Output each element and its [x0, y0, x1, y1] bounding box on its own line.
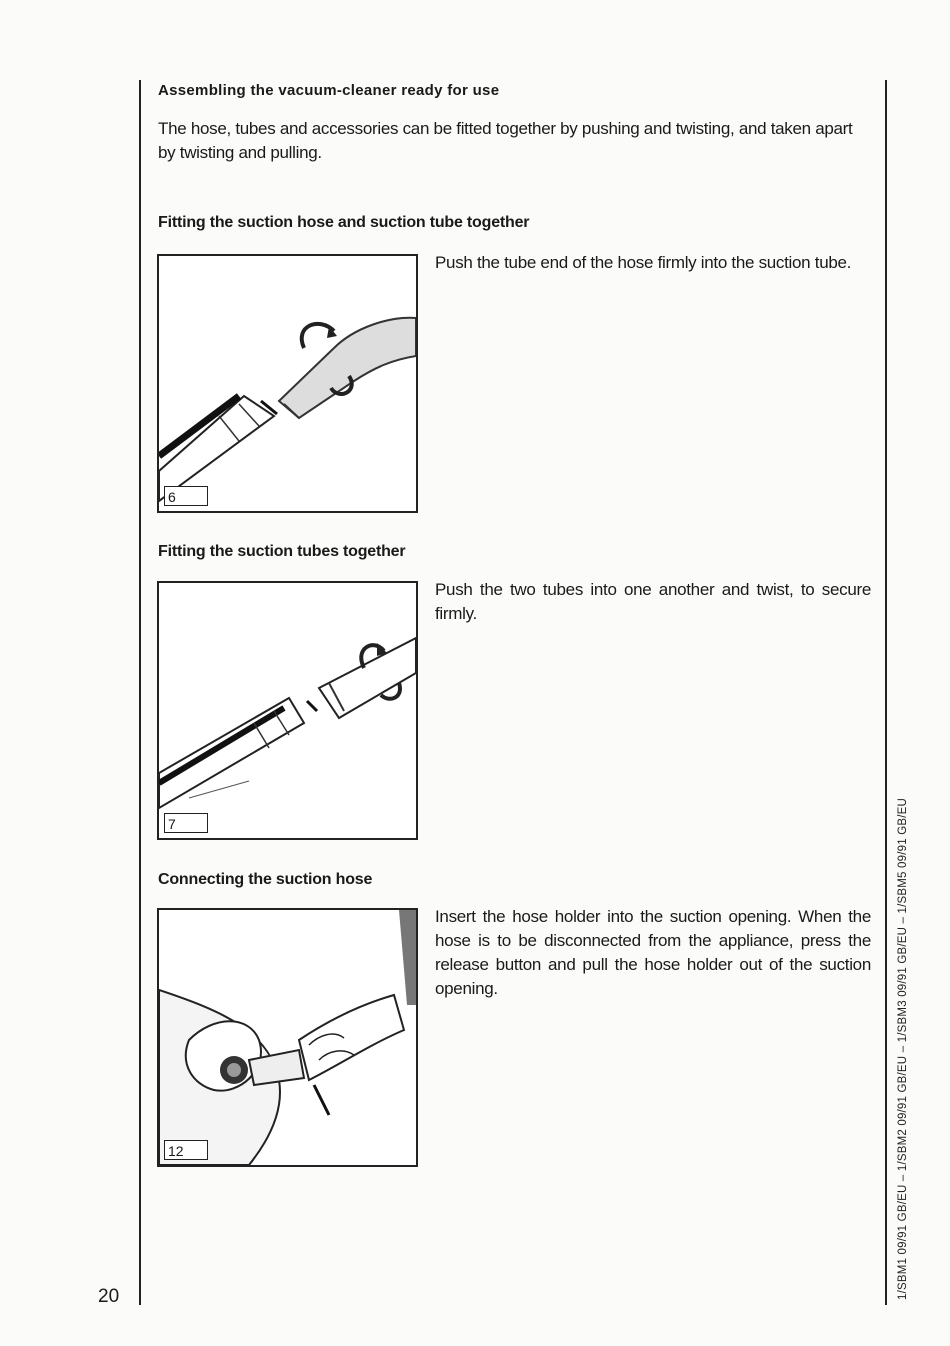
section-text-connecting-hose: Insert the hose holder into the suction opening. When the hose is to be disconnected from the appliance, press the release button and pull the hose holder out of the suction opening. [435, 907, 871, 998]
intro-paragraph: The hose, tubes and accessories can be fitted together by pushing and twisting, and taken apart by twisting and pulling. [158, 119, 853, 162]
section-title-connecting-hose: Connecting the suction hose [158, 871, 373, 888]
right-margin-rule [885, 80, 887, 1305]
figure-6-illustration [157, 254, 418, 513]
document-code: 1/SBM1 09/91 GB/EU – 1/SBM2 09/91 GB/EU – 1/SBM3 09/91 GB/EU – 1/SBM5 09/91 GB/EU [897, 797, 909, 1300]
section-title-hose-and-tube: Fitting the suction hose and suction tube together [158, 214, 530, 231]
figure-7-illustration [157, 581, 418, 840]
figure-number-6: 6 [164, 486, 208, 506]
figure-12-illustration [157, 908, 418, 1167]
tubes-drawing [159, 583, 416, 838]
page-number: 20 [98, 1286, 120, 1307]
hose-tube-drawing [159, 256, 416, 511]
page-title: Assembling the vacuum-cleaner ready for use [158, 82, 500, 99]
hose-holder-drawing [159, 910, 416, 1165]
section-text-suction-tubes: Push the two tubes into one another and twist, to secure firmly. [435, 580, 871, 623]
figure-number-7: 7 [164, 813, 208, 833]
left-margin-rule [139, 80, 141, 1305]
section-title-suction-tubes: Fitting the suction tubes together [158, 543, 406, 560]
figure-number-12: 12 [164, 1140, 208, 1160]
section-text-hose-and-tube: Push the tube end of the hose firmly into the suction tube. [435, 253, 852, 272]
